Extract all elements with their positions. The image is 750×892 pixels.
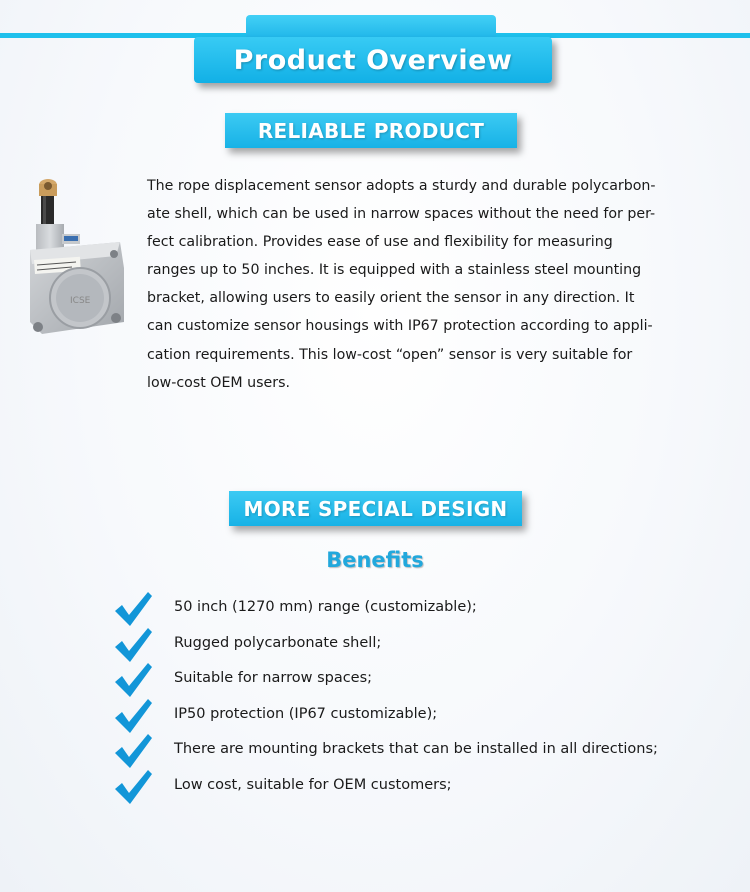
check-icon [112,697,154,735]
rope-displacement-sensor-image [24,172,134,342]
check-icon [112,661,154,699]
benefits-title: Benefits [326,548,424,572]
page-title: Product Overview [233,44,513,76]
check-icon [112,626,154,664]
check-icon [112,590,154,628]
description-line: can customize sensor housings with IP67 protection according to appli- [147,318,653,335]
description-line: cation requirements. This low-cost “open” sensor is very suitable for [147,346,633,363]
benefit-item [112,594,732,630]
benefit-text: IP50 protection (IP67 customizable); [174,705,438,722]
check-icon [112,768,154,806]
check-icon [112,732,154,770]
reliable-product-banner [225,113,517,148]
benefit-item [112,736,732,772]
svg-text:ICSE: ICSE [70,296,91,306]
benefit-item [112,665,732,701]
benefit-text: Rugged polycarbonate shell; [174,634,382,651]
page-title-banner [194,37,552,83]
description-line: fect calibration. Provides ease of use and flexibility for measuring [147,234,613,251]
description-line: ranges up to 50 inches. It is equipped with a stainless steel mounting [147,262,642,279]
benefit-item [112,772,732,808]
description-line: bracket, allowing users to easily orient the sensor in any direction. It [147,290,635,307]
description-line: ate shell, which can be used in narrow spaces without the need for per- [147,206,656,223]
description-line: The rope displacement sensor adopts a sturdy and durable polycarbon- [147,178,656,194]
header-tab-decoration [246,15,496,37]
product-description [147,172,667,397]
benefit-text: 50 inch (1270 mm) range (customizable); [174,599,477,615]
benefit-text: Suitable for narrow spaces; [174,670,373,686]
benefit-list [112,594,732,807]
benefit-item [112,630,732,666]
section-title-reliable: RELIABLE PRODUCT [257,118,485,143]
benefit-text: Low cost, suitable for OEM customers; [174,776,452,793]
description-line: low-cost OEM users. [147,374,291,391]
special-design-banner [229,491,522,526]
benefit-text: There are mounting brackets that can be installed in all directions; [174,741,658,757]
benefit-item [112,701,732,737]
section-title-special: MORE SPECIAL DESIGN [243,496,508,521]
